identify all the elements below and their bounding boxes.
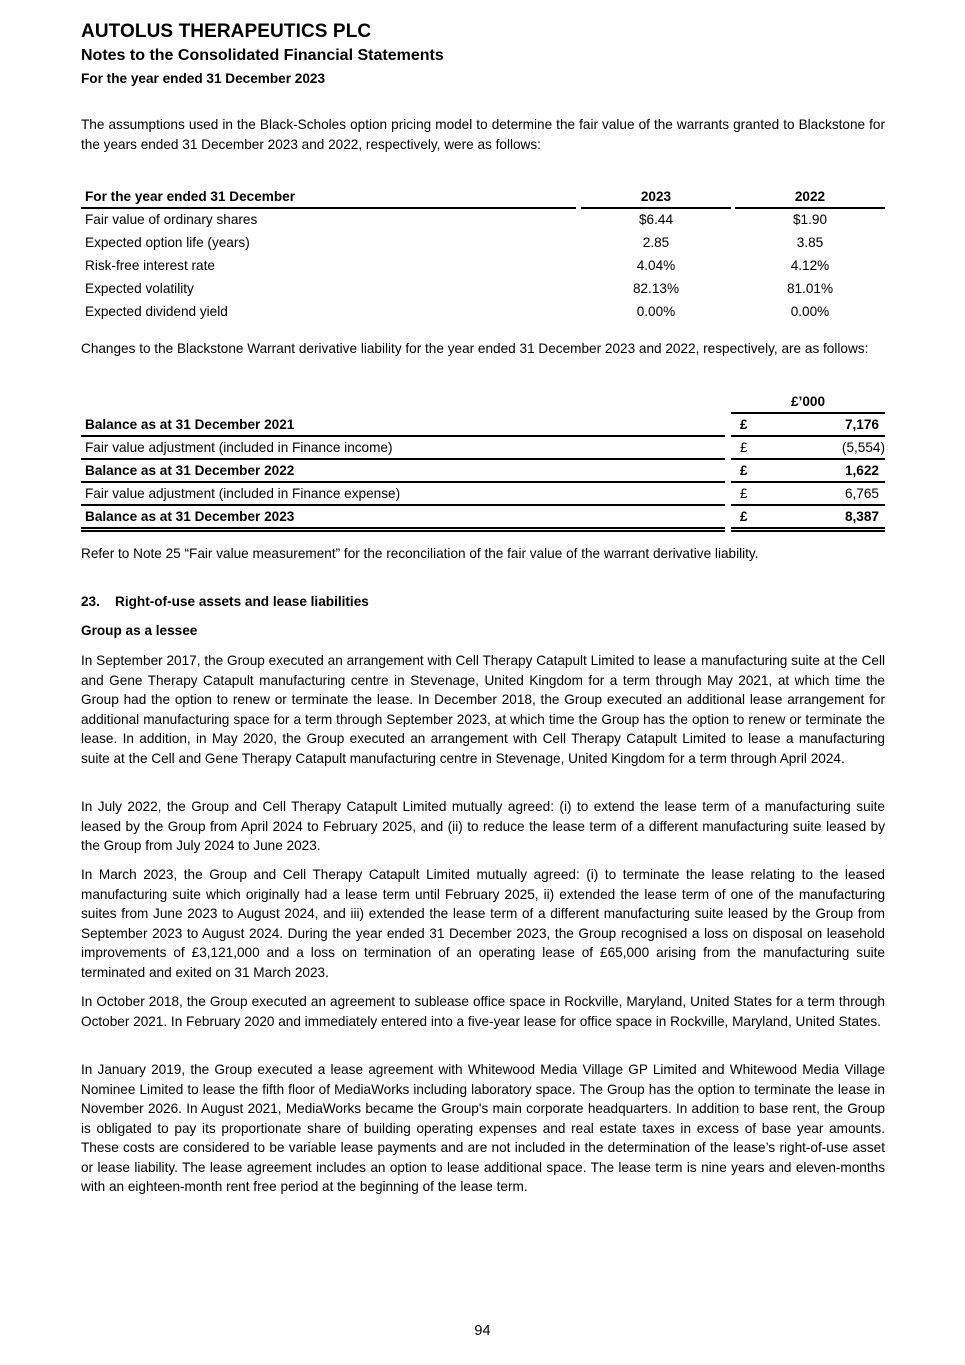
liability-header-row	[81, 390, 885, 413]
table-row	[81, 436, 885, 459]
row-value-2022: 3.85	[796, 235, 824, 250]
section-number: 23.	[81, 594, 100, 609]
refer-paragraph: Refer to Note 25 “Fair value measurement” for the reconciliation of the fair value of the warrant derivative liability.	[81, 546, 759, 561]
row-label: Balance as at 31 December 2023	[85, 509, 295, 524]
double-underline	[81, 527, 725, 529]
table-row	[81, 231, 885, 254]
double-underline	[731, 530, 885, 532]
assumptions-header-2023: 2023	[640, 189, 672, 204]
row-value: 7,176	[844, 417, 879, 432]
row-value-2022: 81.01%	[786, 281, 834, 296]
row-label: Expected dividend yield	[85, 304, 228, 319]
row-value: 6,765	[844, 486, 879, 501]
assumptions-table	[81, 185, 885, 323]
currency-symbol: £	[740, 509, 748, 524]
row-value-2023: 2.85	[642, 235, 670, 250]
table-row	[81, 254, 885, 277]
lease-paragraph-4: In October 2018, the Group executed an agreement to sublease office space in Rockville, Maryland, United States for a term through October 2021. In February 2020 and immediately entered into a five-year lease for office space in Rockville, Maryland, United States.	[81, 994, 885, 1029]
changes-paragraph: Changes to the Blackstone Warrant derivative liability for the year ended 31 December 2023 and 2022, respectively, are as follows:	[81, 341, 869, 356]
row-value-2023: 0.00%	[636, 304, 676, 319]
row-label: Fair value adjustment (included in Finance expense)	[85, 486, 401, 501]
row-value: 1,622	[844, 463, 879, 478]
row-label: Expected volatility	[85, 281, 194, 296]
currency-symbol: £	[740, 440, 748, 455]
row-value-2022: $1.90	[792, 212, 828, 227]
row-value-2023: 4.04%	[636, 258, 676, 273]
table-row	[81, 413, 885, 436]
table-row	[81, 459, 885, 482]
table-row	[81, 482, 885, 505]
assumptions-header-label: For the year ended 31 December	[85, 189, 296, 204]
lease-paragraph-1: In September 2017, the Group executed an arrangement with Cell Therapy Catapult Limited to lease a manufacturing suite at the Cell and Gene Therapy Catapult manufacturing centre in Stevenage, United Kingdom for a term through May 2021, at which time the Group had the option to renew or terminate the lease. In December 2018, the Group executed an additional lease arrangement for additional manufacturing space for a term through September 2023, at which time the Group has the option to renew or terminate the lease. In addition, in May 2020, the Group executed an arrangement with Cell Therapy Catapult Limited to lease a manufacturing suite at the Cell and Gene Therapy Catapult manufacturing centre in Stevenage, United Kingdom for a term through April 2024.	[81, 653, 885, 766]
page-number: 94	[474, 1323, 491, 1339]
row-label: Fair value adjustment (included in Finance income)	[85, 440, 393, 455]
row-value: (5,554)	[841, 440, 885, 455]
assumptions-header-2022: 2022	[794, 189, 826, 204]
double-underline	[81, 530, 725, 532]
row-label: Balance as at 31 December 2022	[85, 463, 295, 478]
lease-paragraph-2: In July 2022, the Group and Cell Therapy Catapult Limited mutually agreed: (i) to extend the lease term of a manufacturing suite leased by the Group from April 2024 to February 2025, and (ii) to reduce the lease term of a different manufacturing suite leased by the Group from July 2024 to June 2023.	[81, 799, 885, 853]
row-value-2023: $6.44	[638, 212, 674, 227]
table-row	[81, 277, 885, 300]
lease-paragraph-5: In January 2019, the Group executed a lease agreement with Whitewood Media Village GP Limited and Whitewood Media Village Nominee Limited to lease the fifth floor of MediaWorks including laboratory space. The Group has the option to terminate the lease in November 2026. In August 2021, MediaWorks became the Group's main corporate headquarters. In addition to base rent, the Group is obligated to pay its proportionate share of building operating expenses and real estate taxes in excess of base year amounts. These costs are considered to be variable lease payments and are not included in the determination of the lease’s right-of-use asset or lease liability. The lease agreement includes an option to lease additional space. The lease term is nine years and eleven-months with an eighteen-month rent free period at the beginning of the lease term.	[81, 1062, 885, 1194]
document-period: For the year ended 31 December 2023	[81, 71, 326, 86]
row-label: Expected option life (years)	[85, 235, 250, 250]
table-row	[81, 300, 885, 323]
liability-table	[81, 390, 885, 528]
lease-paragraph-3: In March 2023, the Group and Cell Therapy Catapult Limited mutually agreed: (i) to terminate the lease relating to the leased manufacturing suite which originally had a lease term until February 2025, ii) extended the lease term of one of the manufacturing suites from June 2023 to August 2024, and iii) extended the lease term of a different manufacturing suite leased by the Group from September 2023 to August 2024. During the year ended 31 December 2023, the Group recognised a loss on disposal on leasehold improvements of £3,121,000 and a loss on termination of an operating lease of £65,000 arising from the manufacturing suite terminated and exited on 31 March 2023.	[81, 867, 885, 980]
currency-symbol: £	[740, 417, 748, 432]
section-title: Right-of-use assets and lease liabilities	[115, 594, 369, 609]
company-name: AUTOLUS THERAPEUTICS PLC	[81, 21, 372, 42]
intro-paragraph: The assumptions used in the Black-Scholes option pricing model to determine the fair value of the warrants granted to Blackstone for the years ended 31 December 2023 and 2022, respectively, were as follows:	[81, 117, 885, 152]
table-row	[81, 505, 885, 528]
currency-symbol: £	[740, 486, 748, 501]
row-value-2022: 4.12%	[790, 258, 830, 273]
unit-header: £’000	[790, 394, 826, 409]
row-label: Fair value of ordinary shares	[85, 212, 258, 227]
table-row	[81, 208, 885, 231]
row-label: Balance as at 31 December 2021	[85, 417, 295, 432]
currency-symbol: £	[740, 463, 748, 478]
assumptions-header-row	[81, 185, 885, 208]
row-label: Risk-free interest rate	[85, 258, 215, 273]
row-value-2022: 0.00%	[790, 304, 830, 319]
row-value: 8,387	[844, 509, 879, 524]
double-underline	[731, 527, 885, 529]
row-value-2023: 82.13%	[632, 281, 680, 296]
section-subtitle: Group as a lessee	[81, 623, 198, 638]
document-title: Notes to the Consolidated Financial Statements	[81, 47, 444, 64]
